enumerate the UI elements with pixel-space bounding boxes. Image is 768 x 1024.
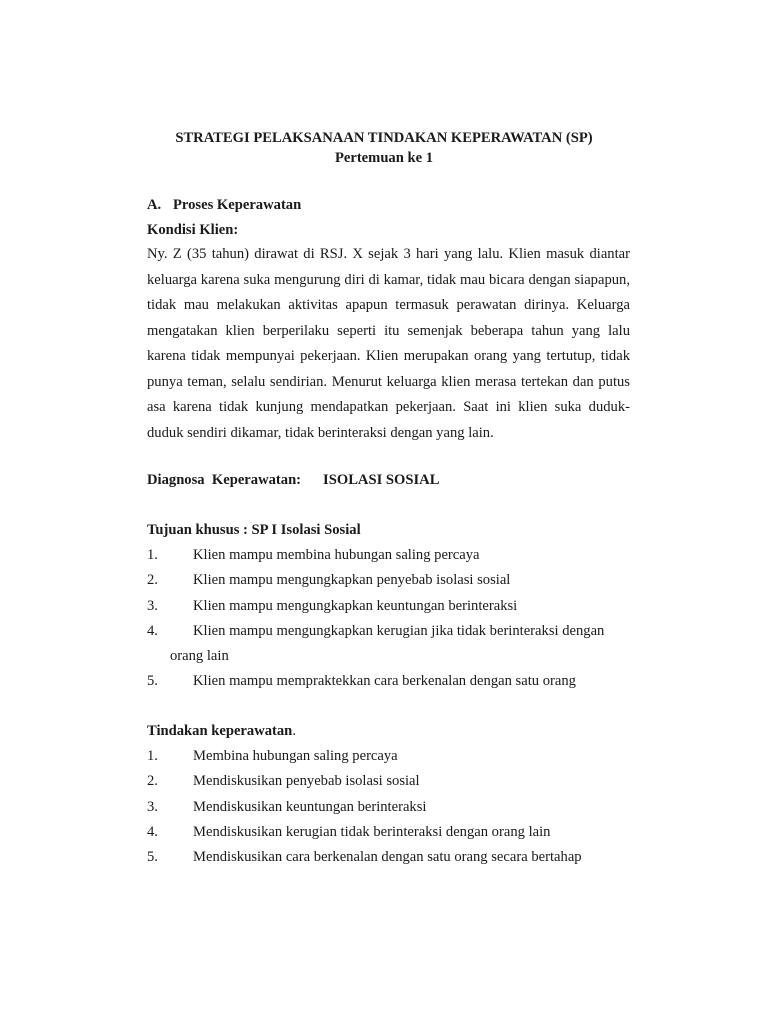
list-item-number: 5. [147,849,158,866]
list-item-number: 1. [147,547,158,563]
section-a-title: Proses Keperawatan [173,197,302,213]
tujuan-khusus-heading: Tujuan khusus : SP I Isolasi Sosial [147,522,361,538]
tindakan-keperawatan-list [147,744,647,870]
list-item-number: 1. [147,748,158,764]
list-item-number: 4. [147,622,158,639]
kondisi-klien-paragraph: Ny. Z (35 tahun) dirawat di RSJ. X sejak 3 hari yang lalu. Klien masuk diantar keluarga karena suka mengurung diri di kamar, tidak mau bicara dengan siapapun, tidak mau melakukan aktivitas apapun termasuk perawatan dirinya. Keluarga mengatakan klien berperilaku seperti itu semenjak beberapa tahun yang lalu karena tidak mempunyai pekerjaan. Klien merupakan orang yang tertutup, tidak punya teman, selalu sendirian. Menurut keluarga klien merasa tertekan dan putus asa karena tidak kunjung mendapatkan pekerjaan. Saat ini klien suka duduk-duduk sendiri dikamar, tidak berinteraksi dengan yang lain. [147,246,630,441]
diagnosa-value: ISOLASI SOSIAL [323,472,440,488]
title-line-2: Pertemuan ke 1 [334,150,434,166]
list-item [147,795,647,820]
list-item-text: Membina hubungan saling percaya [193,748,398,764]
list-item-text: Klien mampu mengungkapkan penyebab isolasi sosial [193,572,511,589]
list-item-number: 2. [147,773,158,790]
list-item-text: Klien mampu membina hubungan saling percaya [193,547,480,563]
list-item-number: 4. [147,823,158,840]
list-item-number: 5. [147,673,158,690]
list-item [147,568,647,593]
list-item [147,619,647,670]
section-a-heading [147,195,301,215]
list-item-number: 3. [147,798,158,815]
tindakan-label-period: . [292,723,296,739]
list-item [147,820,647,845]
list-item-text: Klien mampu mengungkapkan keuntungan berinteraksi [193,597,518,614]
list-item-text: Klien mampu mempraktekkan cara berkenalan dengan satu orang [193,673,576,690]
tindakan-keperawatan-heading [147,721,296,741]
section-a-number: A. [147,197,162,213]
title-line-1: STRATEGI PELAKSANAAN TINDAKAN KEPERAWATAN (SP) [175,130,593,146]
tindakan-label: Tindakan keperawatan [147,723,293,739]
list-item [147,669,647,694]
list-item [147,744,647,769]
list-item-text: Mendiskusikan keuntungan berinteraksi [193,798,427,815]
list-item-continuation: orang lain [170,648,229,665]
list-item-text: Klien mampu mengungkapkan kerugian jika tidak berinteraksi dengan [193,622,605,639]
list-item-number: 3. [147,597,158,614]
document-title [0,128,768,168]
diagnosa-label: Diagnosa Keperawatan: [147,472,302,488]
list-item [147,845,647,870]
list-item-text: Mendiskusikan cara berkenalan dengan satu orang secara bertahap [193,849,582,866]
list-item [147,594,647,619]
diagnosa-heading [147,470,439,490]
list-item-number: 2. [147,572,158,589]
list-item [147,769,647,794]
kondisi-klien-label: Kondisi Klien: [147,222,239,238]
tujuan-khusus-list [147,543,647,695]
list-item-text: Mendiskusikan penyebab isolasi sosial [193,773,420,790]
list-item-text: Mendiskusikan kerugian tidak berinteraksi dengan orang lain [193,823,551,840]
list-item [147,543,647,568]
